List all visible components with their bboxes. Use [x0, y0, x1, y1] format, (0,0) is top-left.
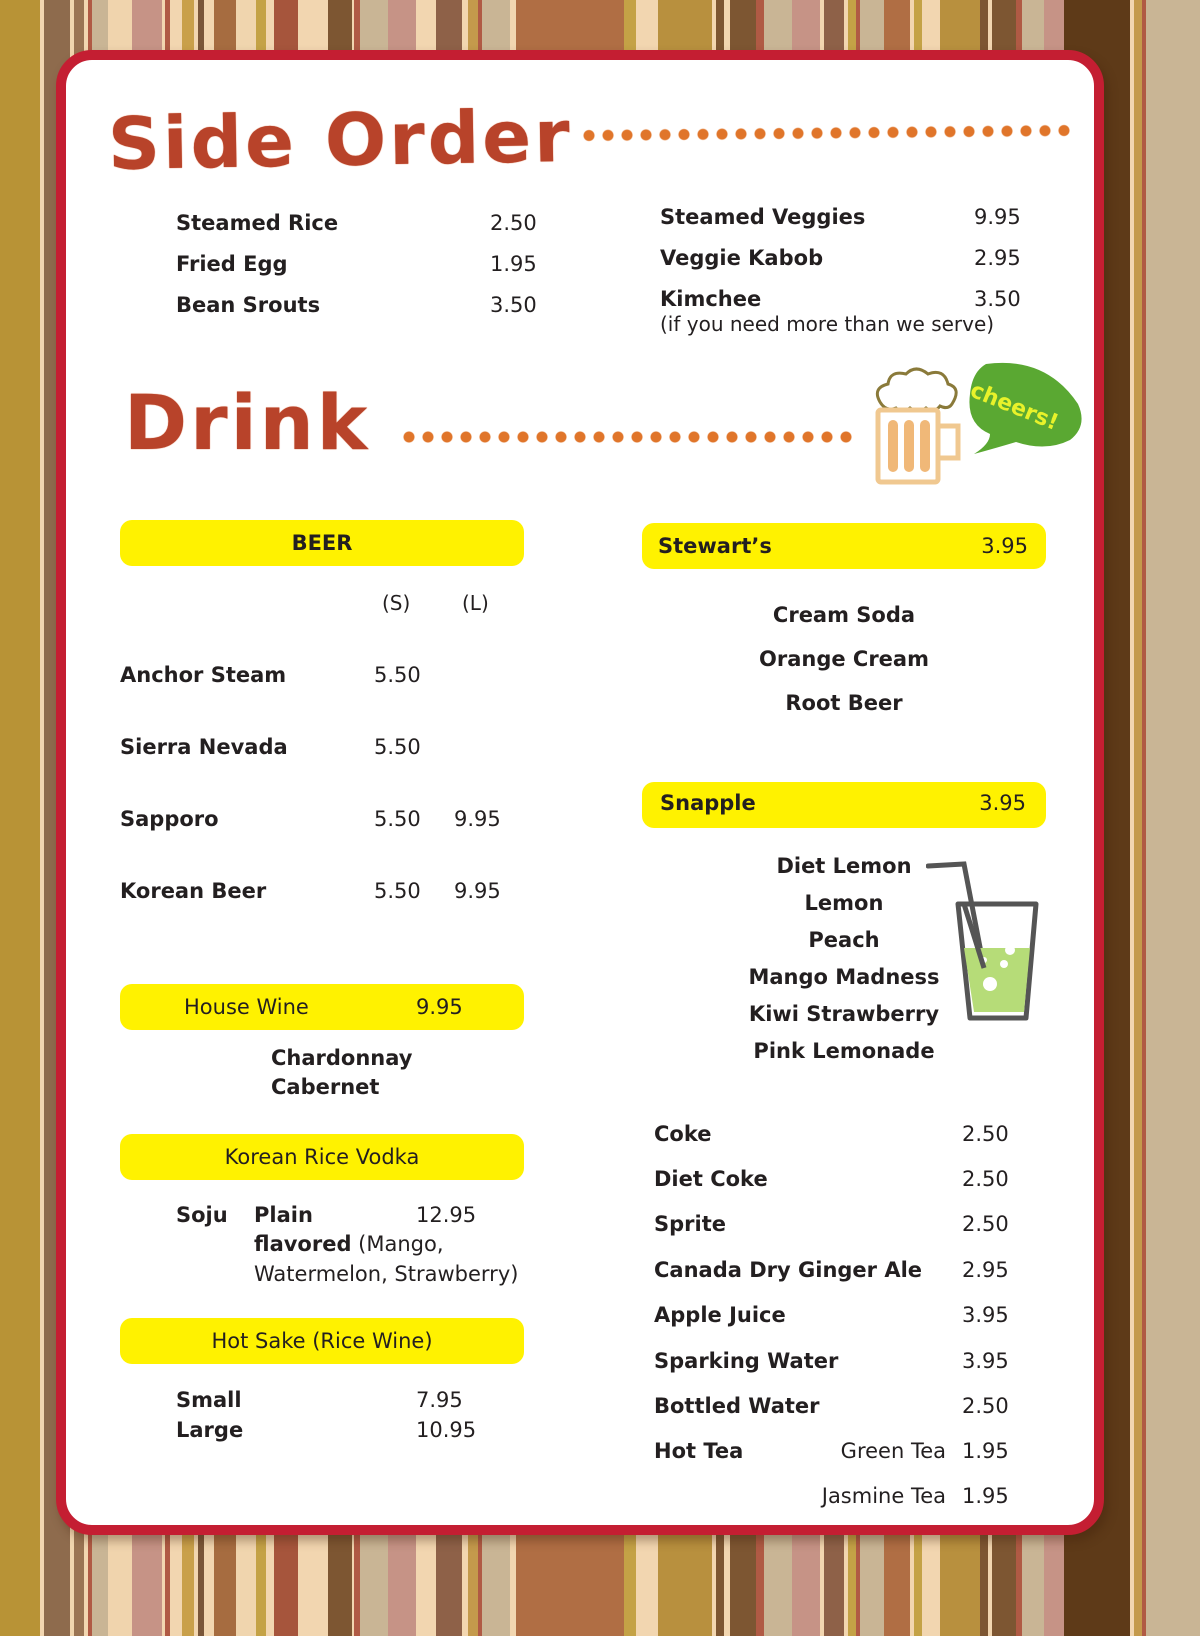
beer-name: Korean Beer: [120, 879, 267, 903]
stewarts-header-bar: [642, 523, 1046, 569]
hot-tea-label: Hot Tea: [654, 1439, 744, 1463]
korean-rice-vodka-header: Korean Rice Vodka: [224, 1145, 420, 1169]
tea-option-name: Jasmine Tea: [821, 1484, 946, 1508]
soju-plain-price: 12.95: [416, 1203, 477, 1227]
soju-flavors-line1: (Mango,: [358, 1232, 444, 1256]
right-stripe-border: [1120, 0, 1200, 1636]
korean-rice-vodka-header-bar: [120, 1134, 524, 1180]
menu-item-price: 3.50: [974, 287, 1021, 311]
soda-glass-icon: [926, 860, 1042, 1024]
drink-name: Bottled Water: [654, 1394, 820, 1418]
flavor-item: Root Beer: [785, 691, 903, 715]
beer-mug-icon: [866, 364, 972, 488]
drink-price: 3.95: [962, 1349, 1009, 1373]
menu-item-name: Steamed Veggies: [660, 205, 866, 229]
beer-name: Sapporo: [120, 807, 219, 831]
drink-price: 2.50: [962, 1167, 1009, 1191]
snapple-header: Snapple: [660, 791, 756, 815]
cheers-text: cheers!: [966, 378, 1062, 436]
beer-small-price: 5.50: [374, 663, 421, 687]
flavor-item: Pink Lemonade: [753, 1039, 935, 1063]
snapple-header-bar: [642, 782, 1046, 828]
drink-price: 2.50: [962, 1122, 1009, 1146]
sake-size: Small: [176, 1388, 242, 1412]
flavor-item: Peach: [808, 928, 880, 952]
soju-label: Soju: [176, 1203, 228, 1227]
flavor-item: Diet Lemon: [776, 854, 912, 878]
beer-name: Sierra Nevada: [120, 735, 288, 759]
drink-price: 2.50: [962, 1394, 1009, 1418]
menu-item-note: (if you need more than we serve): [660, 312, 995, 336]
menu-item-name: Fried Egg: [176, 252, 288, 276]
drink-name: Canada Dry Ginger Ale: [654, 1258, 923, 1282]
beer-small-price: 5.50: [374, 879, 421, 903]
beer-name: Anchor Steam: [120, 663, 287, 687]
sake-size: Large: [176, 1418, 244, 1442]
size-large-label: (L): [462, 591, 489, 615]
tea-option-name: Green Tea: [840, 1439, 946, 1463]
hot-sake-header-bar: [120, 1318, 524, 1364]
drink-name: Coke: [654, 1122, 712, 1146]
snapple-price: 3.95: [979, 791, 1026, 815]
beer-header: BEER: [291, 531, 353, 555]
stewarts-flavor-list: [642, 603, 1046, 735]
soju-flavored-line: [254, 1232, 444, 1256]
soju-flavors-line2: Watermelon, Strawberry): [254, 1262, 519, 1286]
beer-small-price: 5.50: [374, 807, 421, 831]
tea-option-price: 1.95: [962, 1439, 1009, 1463]
beer-small-price: 5.50: [374, 735, 421, 759]
flavor-item: Lemon: [804, 891, 884, 915]
house-wine-header-bar: [120, 984, 524, 1030]
flavor-item: Kiwi Strawberry: [748, 1002, 940, 1026]
menu-item-price: 3.50: [490, 293, 537, 317]
menu-item-name: Veggie Kabob: [660, 246, 824, 270]
sake-price: 7.95: [416, 1388, 463, 1412]
stewarts-header: Stewart’s: [658, 534, 772, 558]
drink-name: Diet Coke: [654, 1167, 768, 1191]
side-order-title: Side Order: [107, 93, 574, 187]
beer-large-price: 9.95: [454, 807, 501, 831]
wine-item: Chardonnay: [271, 1046, 413, 1070]
menu-item-price: 1.95: [490, 252, 537, 276]
stewarts-price: 3.95: [981, 534, 1028, 558]
drink-name: Sparking Water: [654, 1349, 839, 1373]
menu-item-price: 9.95: [974, 205, 1021, 229]
menu-item-name: Bean Srouts: [176, 293, 321, 317]
drink-name: Sprite: [654, 1212, 726, 1236]
house-wine-header: House Wine: [184, 995, 309, 1019]
beer-header-bar: [120, 520, 524, 566]
flavor-item: Cream Soda: [772, 603, 916, 627]
tea-option-price: 1.95: [962, 1484, 1009, 1508]
size-small-label: (S): [382, 591, 411, 615]
menu-item-price: 2.50: [490, 211, 537, 235]
hot-sake-header: Hot Sake (Rice Wine): [211, 1329, 433, 1353]
beer-large-price: 9.95: [454, 879, 501, 903]
menu-item-name: Kimchee: [660, 287, 762, 311]
wine-item: Cabernet: [271, 1075, 380, 1099]
drink-price: 2.50: [962, 1212, 1009, 1236]
drink-name: Apple Juice: [654, 1303, 786, 1327]
flavor-item: Mango Madness: [748, 965, 940, 989]
house-wine-price: 9.95: [416, 995, 463, 1019]
menu-item-name: Steamed Rice: [176, 211, 339, 235]
drink-title: Drink: [124, 378, 371, 467]
flavor-item: Orange Cream: [759, 647, 929, 671]
drink-price: 3.95: [962, 1303, 1009, 1327]
sake-price: 10.95: [416, 1418, 477, 1442]
soju-plain-label: Plain: [254, 1203, 313, 1227]
soju-flavored-label: flavored: [254, 1232, 352, 1256]
drink-dotted-divider: [402, 430, 852, 444]
menu-item-price: 2.95: [974, 246, 1021, 270]
drink-price: 2.95: [962, 1258, 1009, 1282]
